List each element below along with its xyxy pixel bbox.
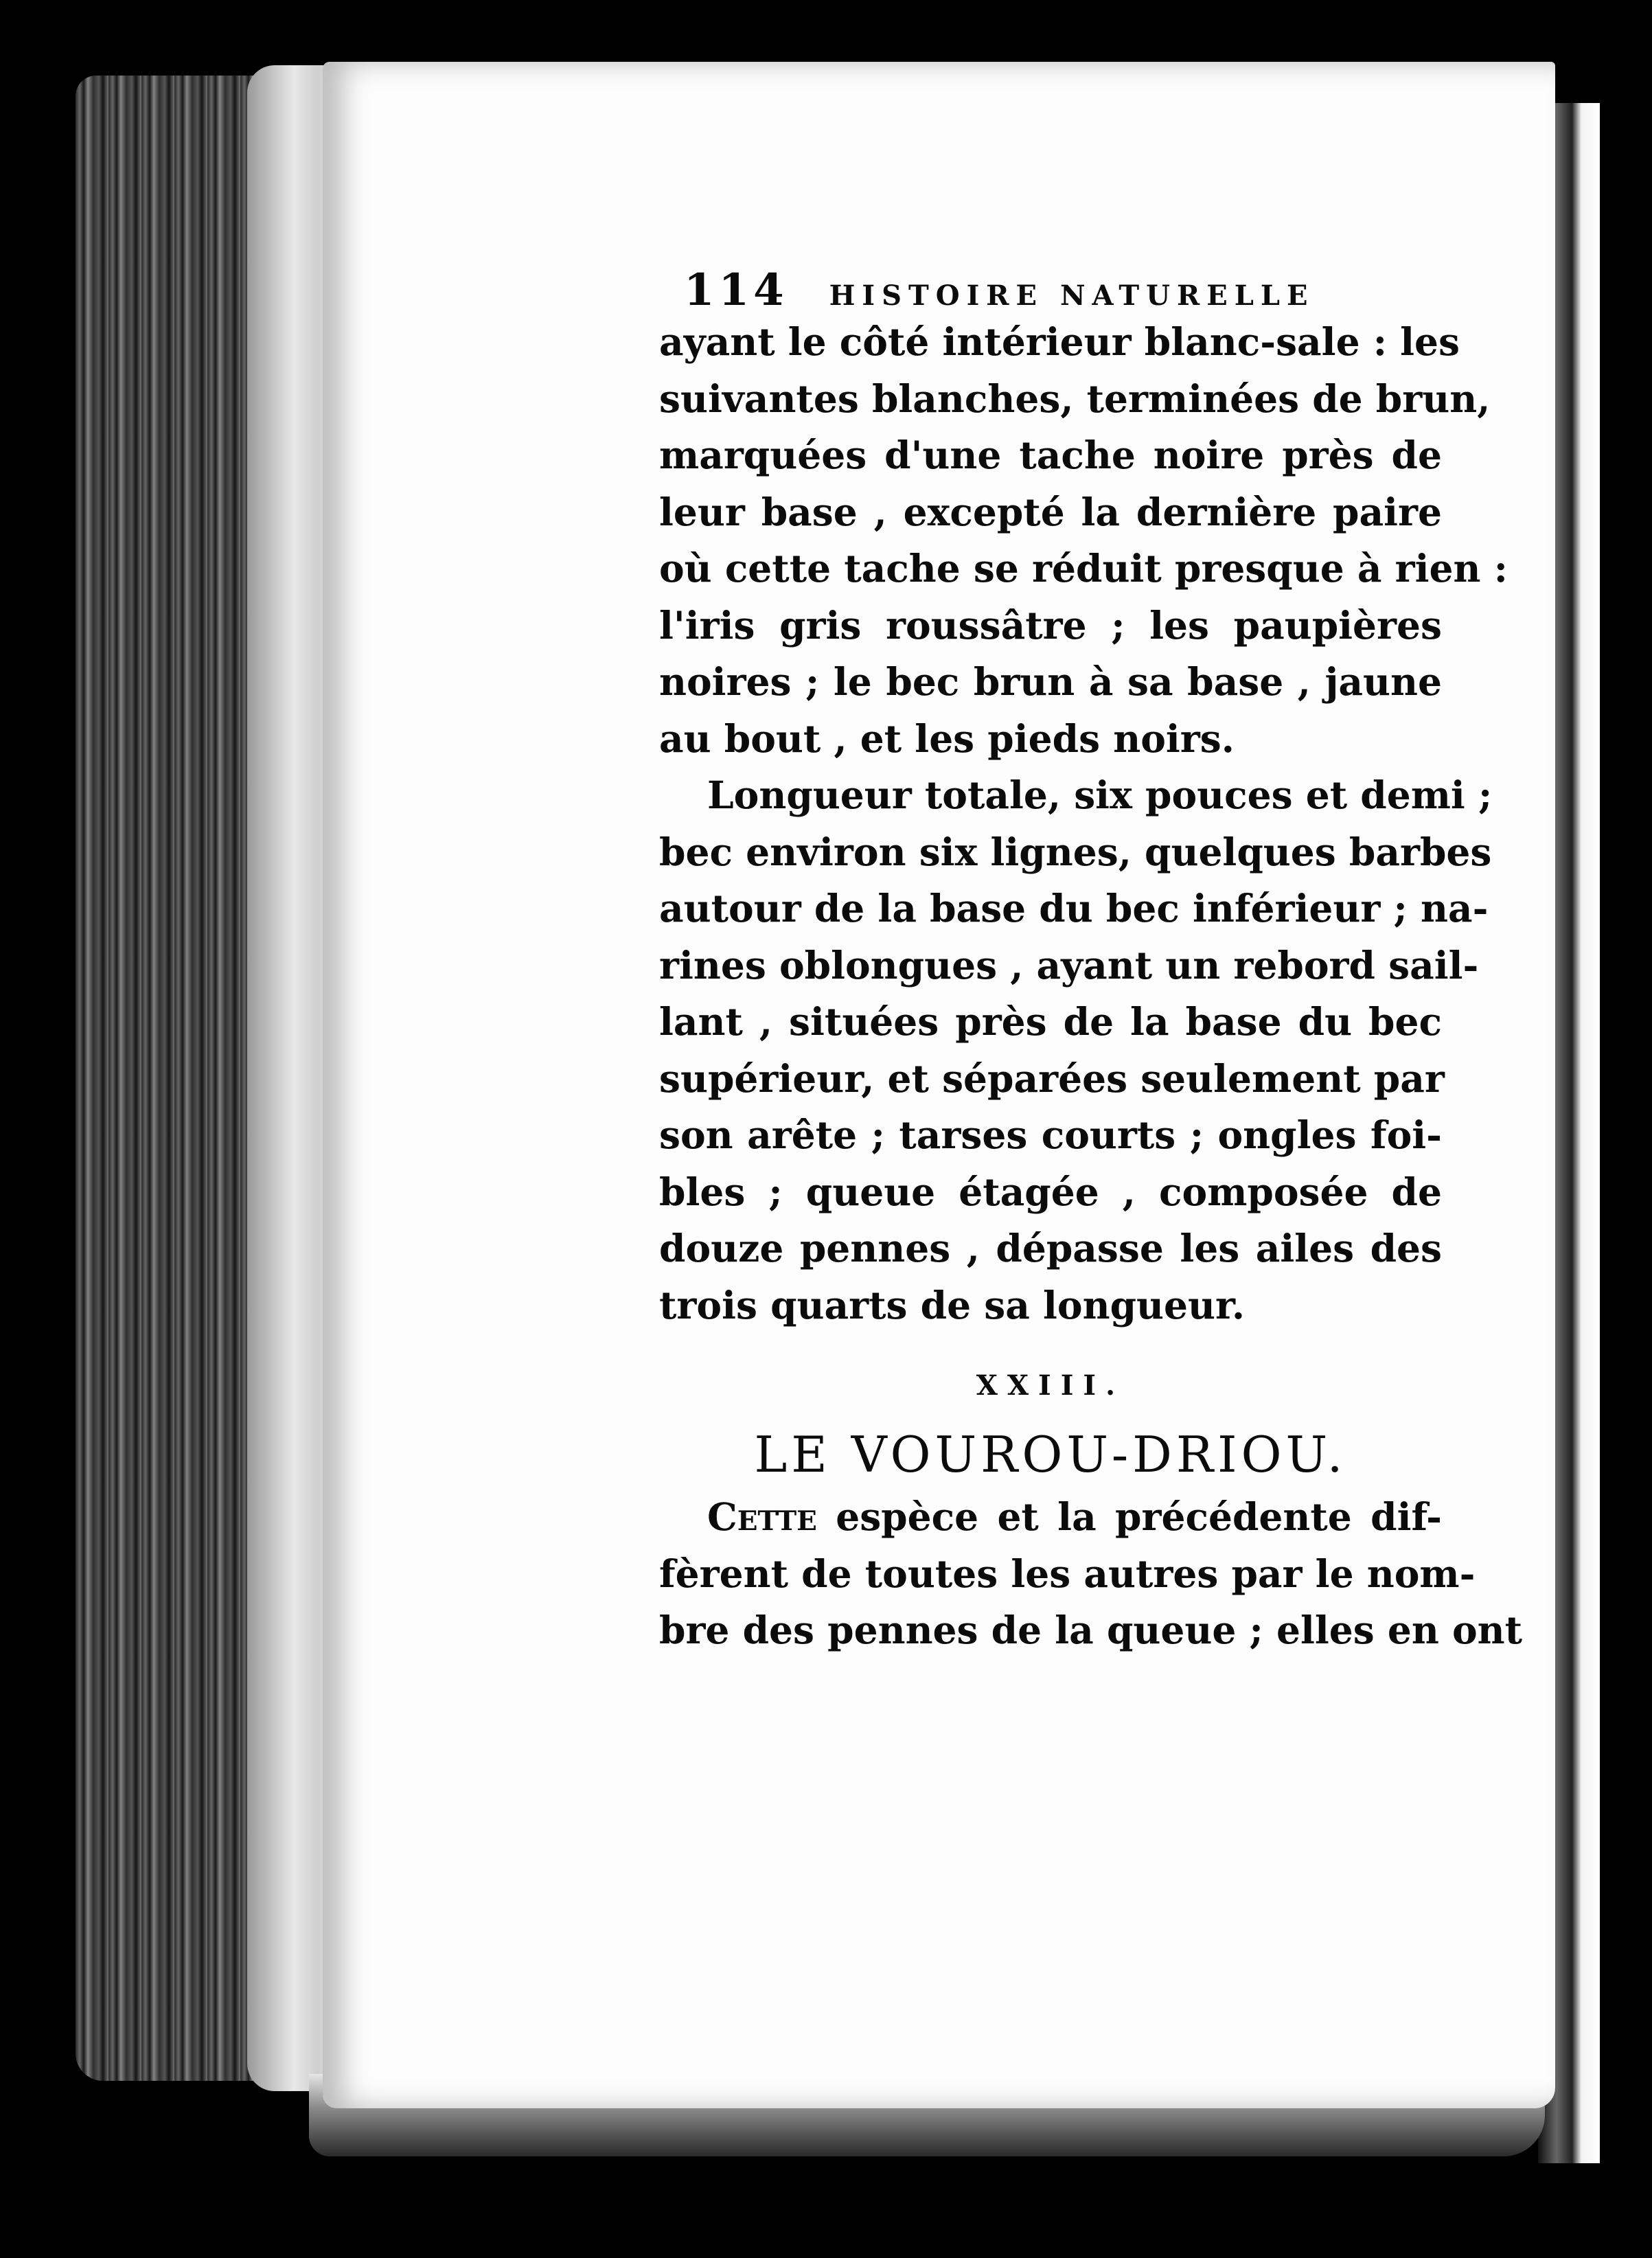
text-line: supérieur, et séparées seulement par <box>659 1056 1445 1101</box>
text-line: Longueur totale, six pouces et demi ; <box>707 773 1493 817</box>
text-line: noires ; le bec brun à sa base , jaune <box>659 659 1442 704</box>
text-line: son arête ; tarses courts ; ongles foi- <box>659 1113 1442 1157</box>
text-line: lant , situées près de la base du bec <box>659 999 1442 1044</box>
text-line: marquées d'une tache noire près de <box>659 433 1442 477</box>
text-line: leur base , excepté la dernière paire <box>659 489 1442 534</box>
text-line: autour de la base du bec inférieur ; na- <box>659 886 1489 931</box>
text-block <box>659 264 1523 1659</box>
text-line <box>659 1489 1442 1546</box>
running-head <box>684 264 1442 314</box>
text-line: bec environ six lignes, quelques barbes <box>659 829 1492 874</box>
text-line: fèrent de toutes les autres par le nom- <box>659 1551 1476 1596</box>
text-line: suivantes blanches, terminées de brun, <box>659 376 1491 421</box>
section-number: XXIII. <box>976 1369 1125 1402</box>
species-title: LE VOUROU-DRIOU. <box>754 1426 1347 1483</box>
text-line: bre des pennes de la queue ; elles en ont <box>659 1608 1523 1652</box>
running-head-title: HISTOIRE NATURELLE <box>829 280 1315 312</box>
text-line: trois quarts de sa longueur. <box>659 1282 1246 1327</box>
text-line: bles ; queue étagée , composée de <box>659 1169 1442 1214</box>
text-line: l'iris gris roussâtre ; les paupières <box>659 602 1442 648</box>
paragraph-measurements <box>659 767 1493 1334</box>
paragraph-first-word: Cette <box>707 1494 817 1539</box>
text-line: où cette tache se réduit presque à rien : <box>659 546 1508 591</box>
text-line: au bout , et les pieds noirs. <box>659 716 1235 761</box>
page-number: 114 <box>684 264 788 316</box>
text-line-rest: espèce et la précédente dif- <box>816 1494 1442 1539</box>
paragraph-plumage <box>659 314 1508 767</box>
paragraph-description <box>659 1489 1523 1659</box>
text-line: ayant le côté intérieur blanc-sale : les <box>659 319 1460 364</box>
text-line: rines oblongues , ayant un rebord sail- <box>659 942 1479 988</box>
text-line: douze pennes , dépasse les ailes des <box>659 1226 1442 1270</box>
